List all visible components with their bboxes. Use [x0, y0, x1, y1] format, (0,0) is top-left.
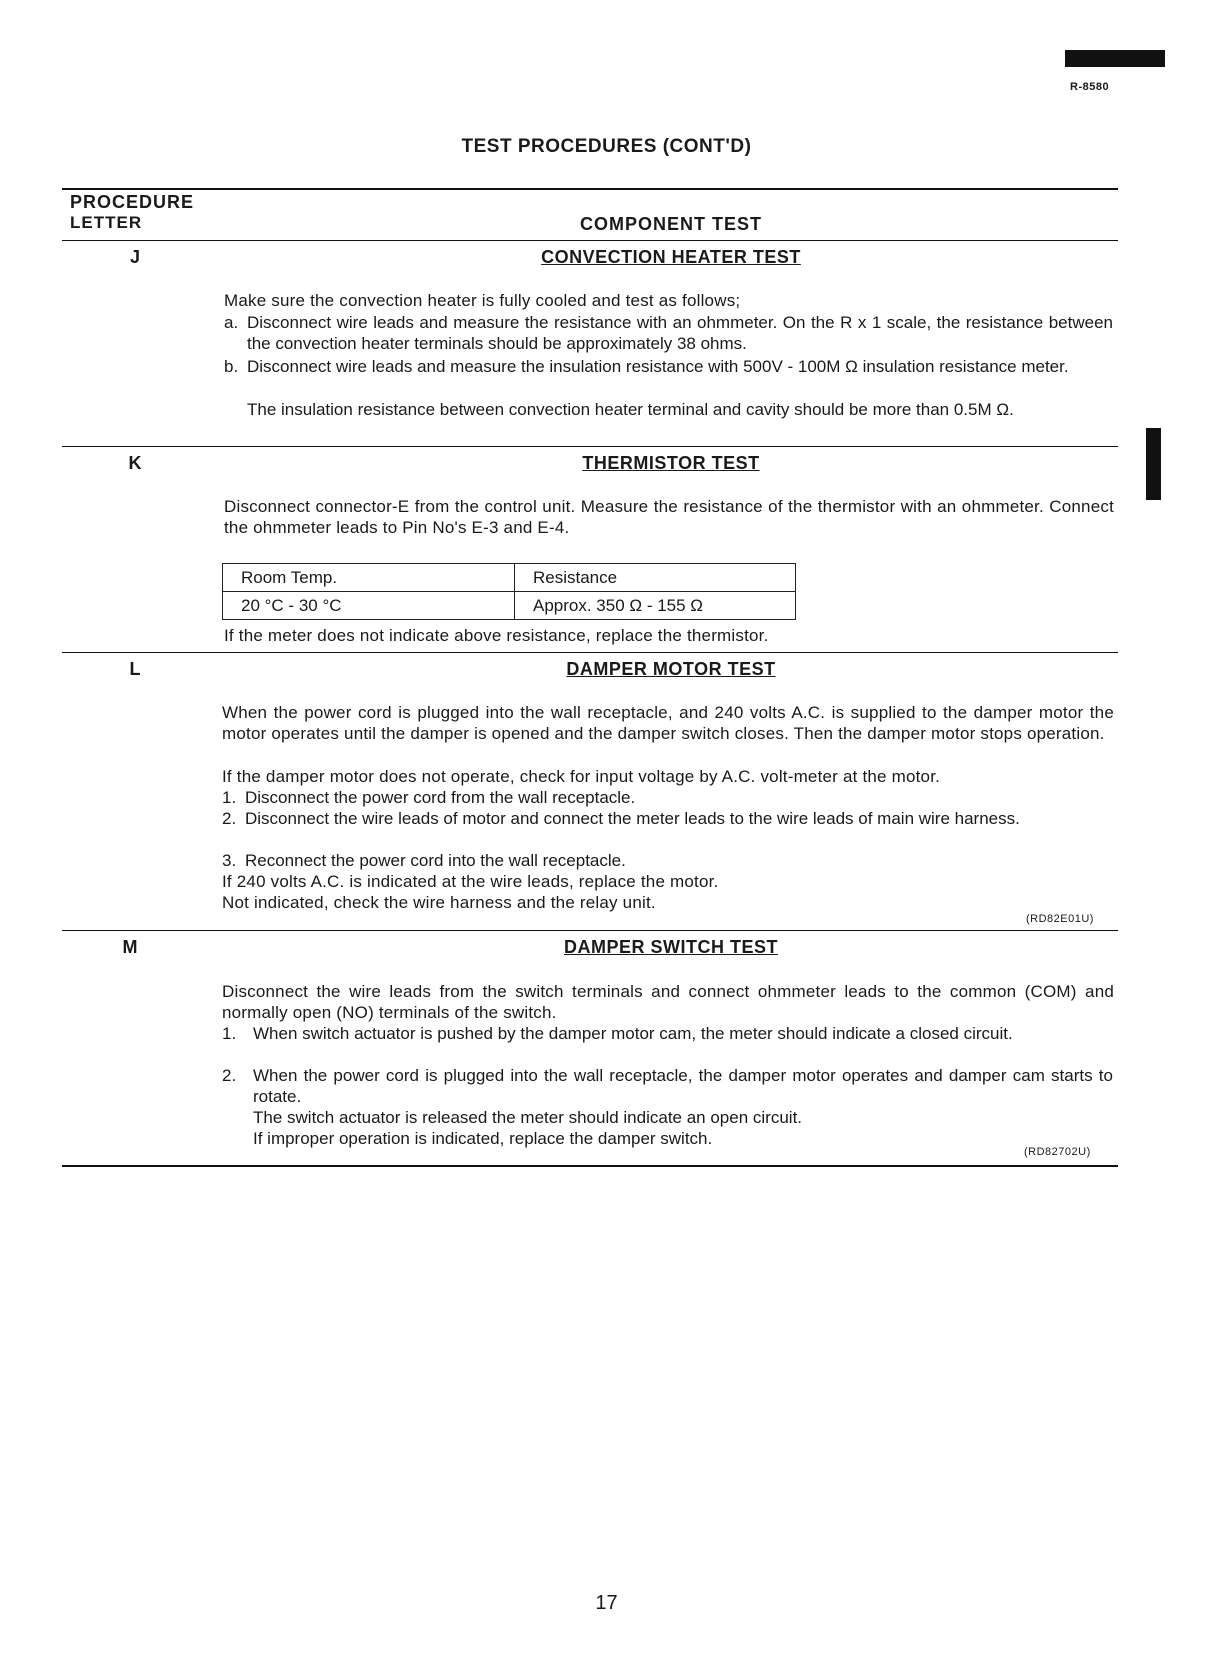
section-k-note: If the meter does not indicate above resistance, replace the thermistor.	[224, 626, 769, 645]
section-rule-k-l	[62, 652, 1118, 653]
section-m-step2c: If improper operation is indicated, replace the damper switch.	[253, 1129, 713, 1148]
table-cell-room-temp: 20 °C - 30 °C	[223, 592, 515, 620]
section-l-line2: If the damper motor does not operate, check for input voltage by A.C. volt-meter at the motor.	[222, 767, 941, 786]
thermistor-resistance-table	[222, 563, 796, 620]
section-l-line3: If 240 volts A.C. is indicated at the wire leads, replace the motor.	[222, 872, 719, 891]
section-l-intro: When the power cord is plugged into the wall receptacle, and 240 volts A.C. is supplied to the damper motor the motor operates until the damper is opened and the damper switch closes. Then the damper motor stops operation.	[222, 703, 1114, 743]
section-letter-k: K	[128, 453, 142, 473]
section-m-code: (RD82702U)	[1024, 1146, 1091, 1158]
section-title-k: THERMISTOR TEST	[582, 453, 760, 473]
section-j-a-label: a.	[224, 313, 239, 332]
section-l-step3: Reconnect the power cord into the wall receptacle.	[245, 851, 626, 870]
section-l-step1: Disconnect the power cord from the wall receptacle.	[245, 788, 636, 807]
table-row	[223, 592, 796, 620]
section-l-code: (RD82E01U)	[1026, 913, 1094, 925]
section-m-step2b: The switch actuator is released the meter should indicate an open circuit.	[253, 1108, 803, 1127]
section-rule-l-m	[62, 930, 1118, 931]
header-black-bar	[1065, 50, 1165, 67]
table-header-room-temp: Room Temp.	[223, 564, 515, 592]
section-j-intro: Make sure the convection heater is fully cooled and test as follows;	[224, 291, 741, 310]
section-l-line4: Not indicated, check the wire harness and the relay unit.	[222, 893, 656, 912]
bottom-rule	[62, 1165, 1118, 1167]
page-title: TEST PROCEDURES (CONT'D)	[461, 136, 752, 157]
section-l-step1-label: 1.	[222, 788, 237, 807]
section-title-m: DAMPER SWITCH TEST	[564, 937, 778, 957]
procedure-header-line2: LETTER	[70, 213, 143, 232]
section-m-step2-label: 2.	[222, 1066, 237, 1085]
section-m-step1: When switch actuator is pushed by the damper motor cam, the meter should indicate a closed circuit.	[253, 1024, 1013, 1043]
top-rule	[62, 188, 1118, 190]
section-letter-l: L	[129, 659, 141, 679]
page-number: 17	[595, 1592, 618, 1614]
section-title-j: CONVECTION HEATER TEST	[541, 247, 801, 267]
section-title-l: DAMPER MOTOR TEST	[566, 659, 776, 679]
section-j-b-text2: The insulation resistance between convection heater terminal and cavity should be more than 0.5M Ω.	[247, 400, 1014, 419]
section-letter-m: M	[122, 937, 138, 957]
section-j-a-text: Disconnect wire leads and measure the resistance with an ohmmeter. On the R x 1 scale, the resistance between the convection heater terminals should be approximately 38 ohms.	[247, 313, 1113, 353]
section-j-b-text: Disconnect wire leads and measure the insulation resistance with 500V - 100M Ω insulation resistance meter.	[247, 357, 1069, 376]
table-cell-resistance: Approx. 350 Ω - 155 Ω	[515, 592, 796, 620]
header-rule	[62, 240, 1118, 241]
section-letter-j: J	[129, 247, 140, 267]
section-m-intro: Disconnect the wire leads from the switch terminals and connect ohmmeter leads to the common (COM) and normally open (NO) terminals of the switch.	[222, 982, 1114, 1022]
table-header-resistance: Resistance	[515, 564, 796, 592]
section-l-step2: Disconnect the wire leads of motor and connect the meter leads to the wire leads of main wire harness.	[245, 809, 1020, 828]
section-rule-j-k	[62, 446, 1118, 447]
section-j-b-label: b.	[224, 357, 239, 376]
table-header-row	[223, 564, 796, 592]
component-test-header: COMPONENT TEST	[579, 214, 762, 234]
side-index-bar	[1146, 428, 1161, 500]
procedure-header-line1: PROCEDURE	[70, 192, 195, 212]
section-k-intro: Disconnect connector-E from the control unit. Measure the resistance of the thermistor with an ohmmeter. Connect the ohmmeter leads to Pin No's E-3 and E-4.	[224, 497, 1114, 537]
section-m-step1-label: 1.	[222, 1024, 237, 1043]
section-l-step2-label: 2.	[222, 809, 237, 828]
model-code: R-8580	[1070, 81, 1110, 93]
section-m-step2: When the power cord is plugged into the wall receptacle, the damper motor operates and damper cam starts to rotate.	[253, 1066, 1113, 1106]
section-l-step3-label: 3.	[222, 851, 237, 870]
